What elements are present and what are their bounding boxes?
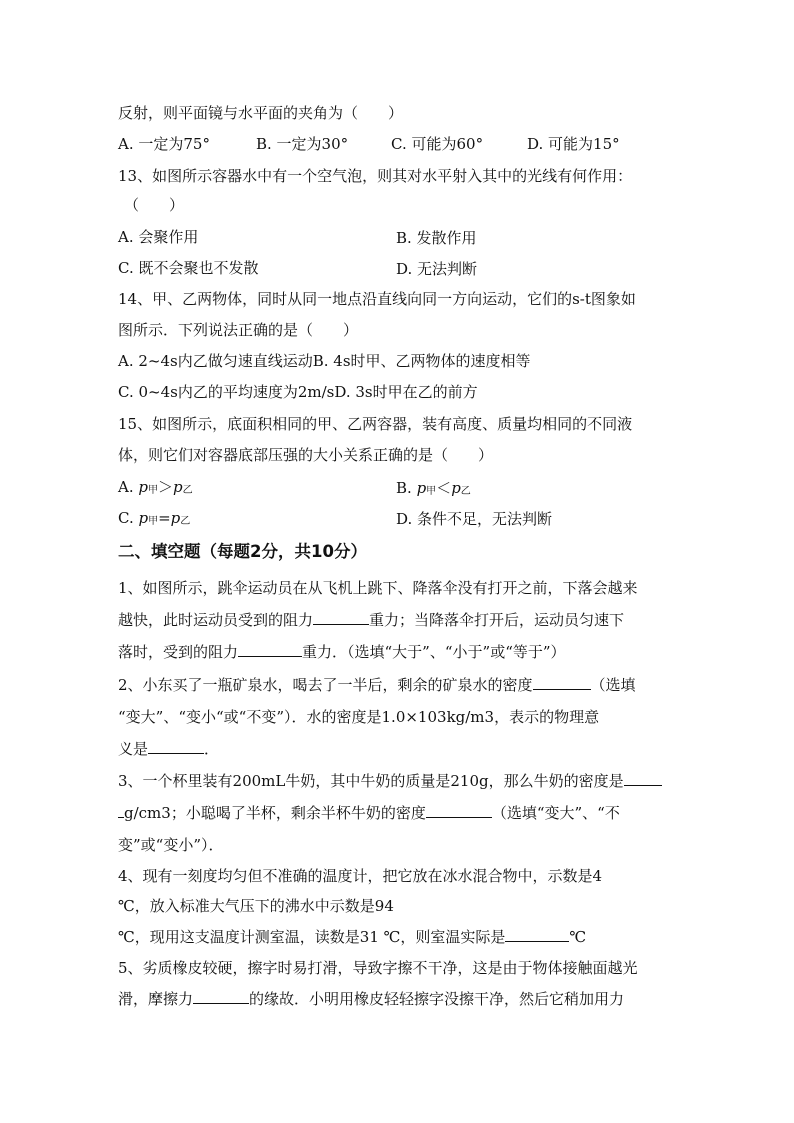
subscript: 甲 [147, 485, 158, 496]
text: 落时，受到的阻力 [118, 643, 239, 661]
text: 义是 [118, 740, 149, 758]
option-letter: B. [396, 479, 417, 497]
text: ℃，现用这支温度计测室温，读数是31 ℃，则室温实际是 [118, 928, 506, 946]
q15-stem-line2: 体，则它们对容器底部压强的大小关系正确的是（ ） [118, 446, 494, 464]
subscript: 乙 [182, 485, 193, 496]
text: g/cm3；小聪喝了半杯，剩余半杯牛奶的密度 [124, 804, 426, 822]
answer-blank[interactable] [313, 610, 369, 625]
text: 2、小东买了一瓶矿泉水，喝去了一半后，剩余的矿泉水的密度 [118, 676, 533, 694]
subscript: 乙 [460, 486, 471, 497]
q12-options [118, 134, 620, 154]
text: 重力；当降落伞打开后，运动员匀速下 [369, 611, 625, 629]
q13-option-a: A. 会聚作用 [118, 228, 199, 246]
q15-option-b [396, 477, 471, 498]
q13-stem-paren: （ ） [124, 196, 185, 214]
text: 重力．（选填“大于”、“小于”或“等于”） [302, 643, 566, 661]
option-letter: A. [118, 478, 139, 496]
q12-option-a: A. 一定为75° [118, 135, 210, 153]
q15-option-c [118, 508, 190, 532]
f2-line2: “变大”、“变小“或“不变”）．水的密度是1.0×103kg/m3，表示的物理意 [118, 708, 600, 726]
q15-option-a [118, 477, 193, 501]
q14-options-ab: A. 2~4s内乙做匀速直线运动B. 4s时甲、乙两物体的速度相等 [118, 352, 531, 370]
answer-blank[interactable] [238, 642, 302, 657]
subscript: 乙 [180, 516, 191, 527]
answer-blank[interactable] [533, 675, 591, 690]
subscript: 甲 [426, 486, 437, 497]
q13-option-b: B. 发散作用 [396, 229, 477, 247]
relation-symbol: ＞ [157, 478, 173, 496]
f4-line2: ℃，放入标准大气压下的沸水中示数是94 [118, 897, 394, 915]
pressure-symbol: p [138, 509, 149, 527]
text: （选填“变大”、“不 [491, 804, 620, 822]
q13-option-d: D. 无法判断 [396, 260, 478, 278]
q12-option-c: C. 可能为60° [391, 135, 484, 153]
f1-line3 [118, 642, 566, 662]
q13-stem: 13、如图所示容器水中有一个空气泡，则其对水平射入其中的光线有何作用： [118, 167, 633, 185]
pressure-symbol: p [416, 479, 427, 497]
f3-line2 [118, 803, 620, 823]
f4-line3 [118, 927, 586, 947]
relation-symbol: = [158, 509, 171, 527]
text: 的缘故．小明用橡皮轻轻擦字没擦干净，然后它稍加用力 [249, 990, 625, 1008]
f3-line3: 变”或“变小”）． [118, 836, 224, 854]
f5-line2 [118, 989, 624, 1009]
answer-blank[interactable] [426, 803, 492, 818]
f3-line1 [118, 771, 662, 791]
f2-line3 [118, 739, 219, 759]
q12-stem-tail: 反射，则平面镜与水平面的夹角为（ ） [118, 104, 404, 122]
text: （选填 [590, 676, 636, 694]
q14-stem-line2: 图所示．下列说法正确的是（ ） [118, 321, 359, 339]
f1-line1: 1、如图所示，跳伞运动员在从飞机上跳下、降落伞没有打开之前，下落会越来 [118, 579, 638, 597]
text: ． [204, 740, 220, 758]
answer-blank[interactable] [148, 739, 204, 754]
answer-blank[interactable] [193, 989, 249, 1004]
text: ℃ [569, 928, 587, 946]
q15-stem-line1: 15、如图所示，底面积相同的甲、乙两容器，装有高度、质量均相同的不同液 [118, 415, 633, 433]
answer-blank[interactable] [505, 927, 569, 942]
q12-option-d: D. 可能为15° [527, 135, 620, 153]
pressure-symbol: p [451, 479, 461, 497]
text: 越快，此时运动员受到的阻力 [118, 611, 314, 629]
pressure-symbol: p [173, 478, 183, 496]
text: 3、一个杯里装有200mL牛奶，其中牛奶的质量是210g，那么牛奶的密度是 [118, 772, 624, 790]
relation-symbol: ＜ [436, 479, 452, 497]
f5-line1: 5、劣质橡皮较硬，擦字时易打滑，导致字擦不干净，这是由于物体接触面越光 [118, 959, 638, 977]
f4-line1: 4、现有一刻度均匀但不准确的温度计，把它放在冰水混合物中，示数是4 [118, 867, 603, 885]
q14-options-cd: C. 0~4s内乙的平均速度为2m/sD. 3s时甲在乙的前方 [118, 383, 478, 401]
pressure-symbol: p [138, 478, 148, 496]
f2-line1 [118, 675, 636, 695]
option-letter: C. [118, 509, 139, 527]
q15-option-d: D. 条件不足，无法判断 [396, 510, 553, 528]
text: 滑，摩擦力 [118, 990, 194, 1008]
section-title: 二、填空题（每题2分，共10分） [118, 542, 367, 561]
answer-blank[interactable] [624, 771, 662, 786]
q12-option-b: B. 一定为30° [256, 135, 349, 153]
q14-stem-line1: 14、甲、乙两物体，同时从同一地点沿直线向同一方向运动，它们的s-t图象如 [118, 290, 636, 308]
pressure-symbol: p [170, 509, 181, 527]
q13-option-c: C. 既不会聚也不发散 [118, 259, 259, 277]
f1-line2 [118, 610, 624, 630]
subscript: 甲 [148, 516, 159, 527]
